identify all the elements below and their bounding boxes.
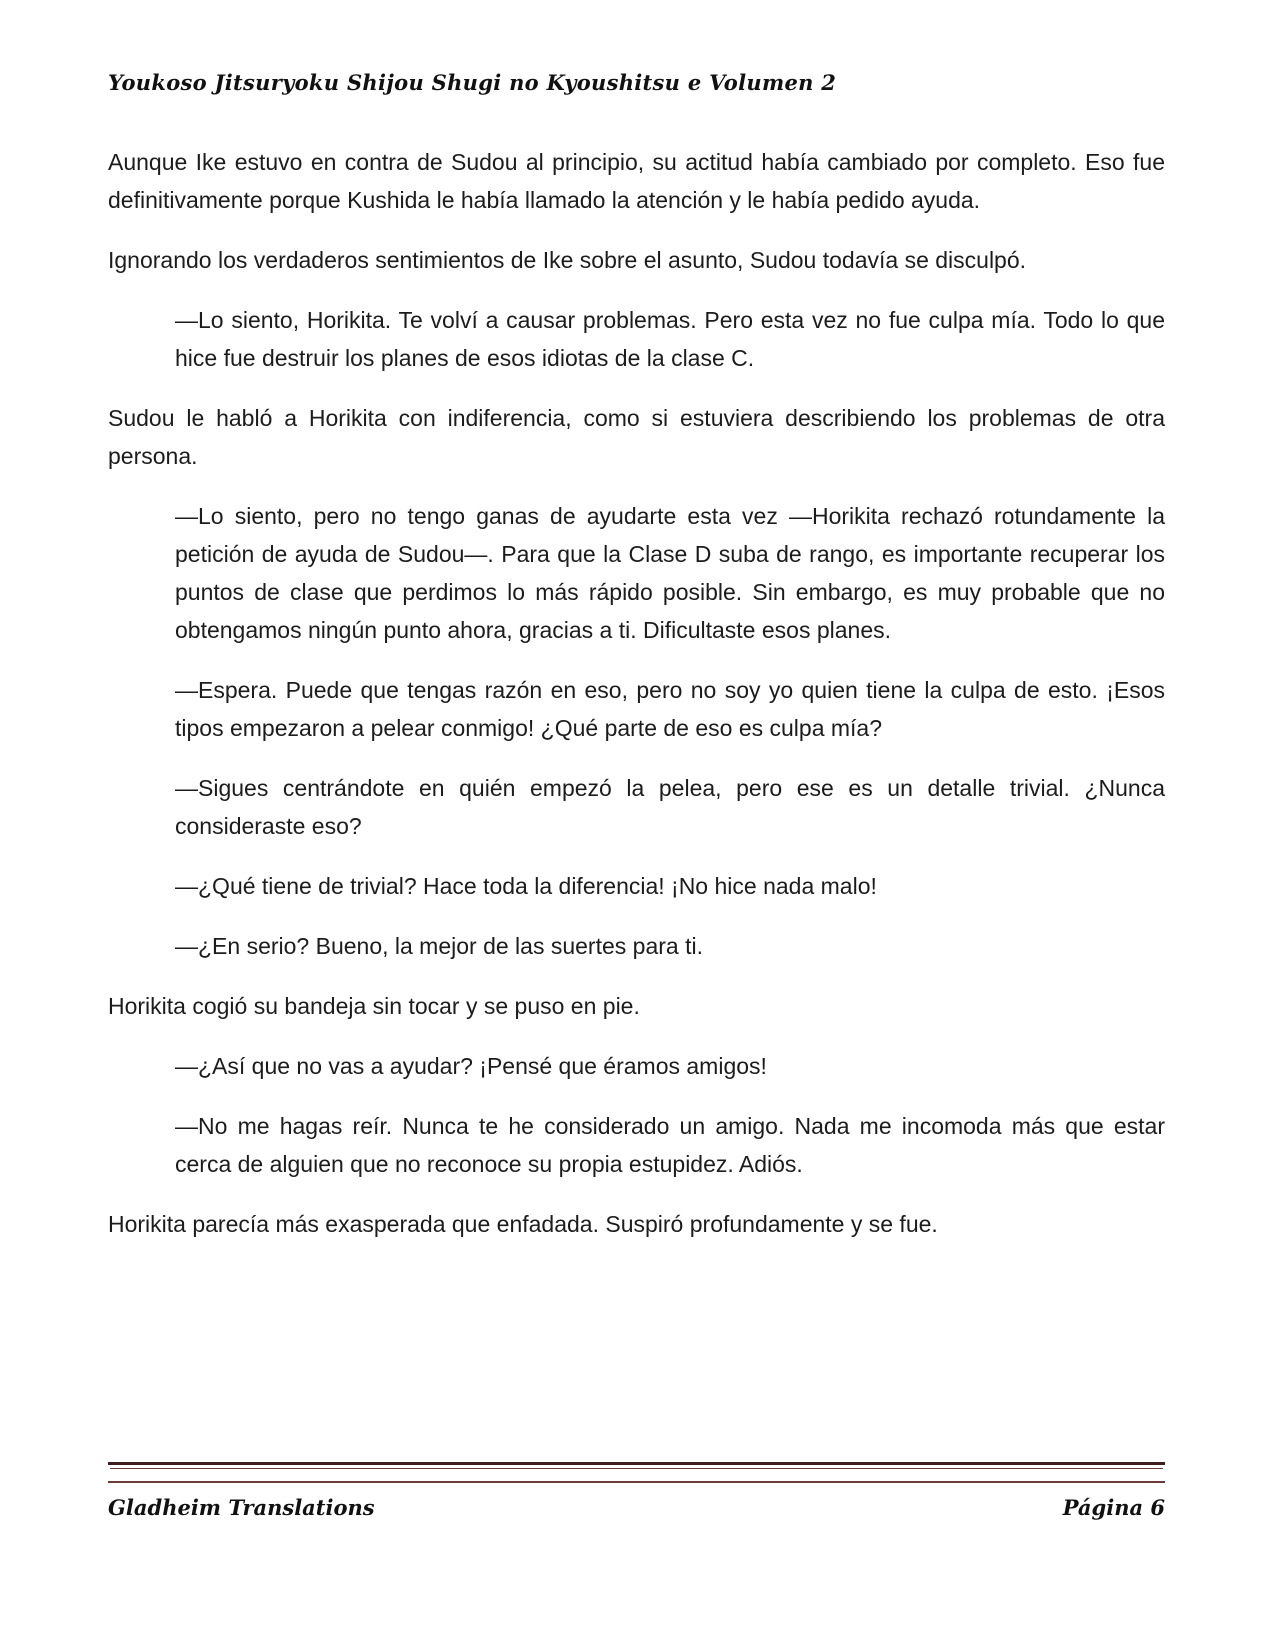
- paragraph: —¿Así que no vas a ayudar? ¡Pensé que éramos amigos!: [175, 1053, 767, 1079]
- footer-rule: [108, 1462, 1165, 1483]
- page-header-title: Youkoso Jitsuryoku Shijou Shugi no Kyoushitsu e Volumen 2: [108, 70, 837, 95]
- footer-page-number: Página 6: [1062, 1495, 1165, 1520]
- paragraph: —Sigues centrándote en quién empezó la pelea, pero ese es un detalle trivial. ¿Nunca consideraste eso?: [175, 775, 1165, 839]
- paragraph: Sudou le habló a Horikita con indiferencia, como si estuviera describiendo los problemas de otra persona.: [108, 405, 1165, 469]
- page-footer: [108, 1462, 1165, 1520]
- paragraph: Ignorando los verdaderos sentimientos de Ike sobre el asunto, Sudou todavía se disculpó.: [108, 247, 1027, 273]
- document-body: [108, 143, 1165, 1243]
- footer-translator-credit: Gladheim Translations: [108, 1495, 375, 1520]
- paragraph: Horikita parecía más exasperada que enfadada. Suspiró profundamente y se fue.: [108, 1211, 938, 1237]
- paragraph: —¿Qué tiene de trivial? Hace toda la diferencia! ¡No hice nada malo!: [175, 873, 877, 899]
- paragraph: Aunque Ike estuvo en contra de Sudou al principio, su actitud había cambiado por completo. Eso fue definitivamente porque Kushida le había llamado la atención y le había pedido ayuda.: [108, 149, 1165, 213]
- paragraph: —¿En serio? Bueno, la mejor de las suertes para ti.: [175, 933, 703, 959]
- paragraph: —No me hagas reír. Nunca te he considerado un amigo. Nada me incomoda más que estar cerca de alguien que no reconoce su propia estupidez. Adiós.: [175, 1113, 1165, 1177]
- paragraph: —Lo siento, pero no tengo ganas de ayudarte esta vez —Horikita rechazó rotundamente la petición de ayuda de Sudou—. Para que la Clase D suba de rango, es importante recuperar los puntos de clase que perdimos lo más rápido posible. Sin embargo, es muy probable que no obtengamos ningún punto ahora, gracias a ti. Dificultaste esos planes.: [175, 503, 1165, 643]
- paragraph: —Espera. Puede que tengas razón en eso, pero no soy yo quien tiene la culpa de esto. ¡Esos tipos empezaron a pelear conmigo! ¿Qué parte de eso es culpa mía?: [175, 677, 1165, 741]
- paragraph: Horikita cogió su bandeja sin tocar y se puso en pie.: [108, 993, 640, 1019]
- paragraph: —Lo siento, Horikita. Te volví a causar problemas. Pero esta vez no fue culpa mía. Todo lo que hice fue destruir los planes de esos idiotas de la clase C.: [175, 307, 1165, 371]
